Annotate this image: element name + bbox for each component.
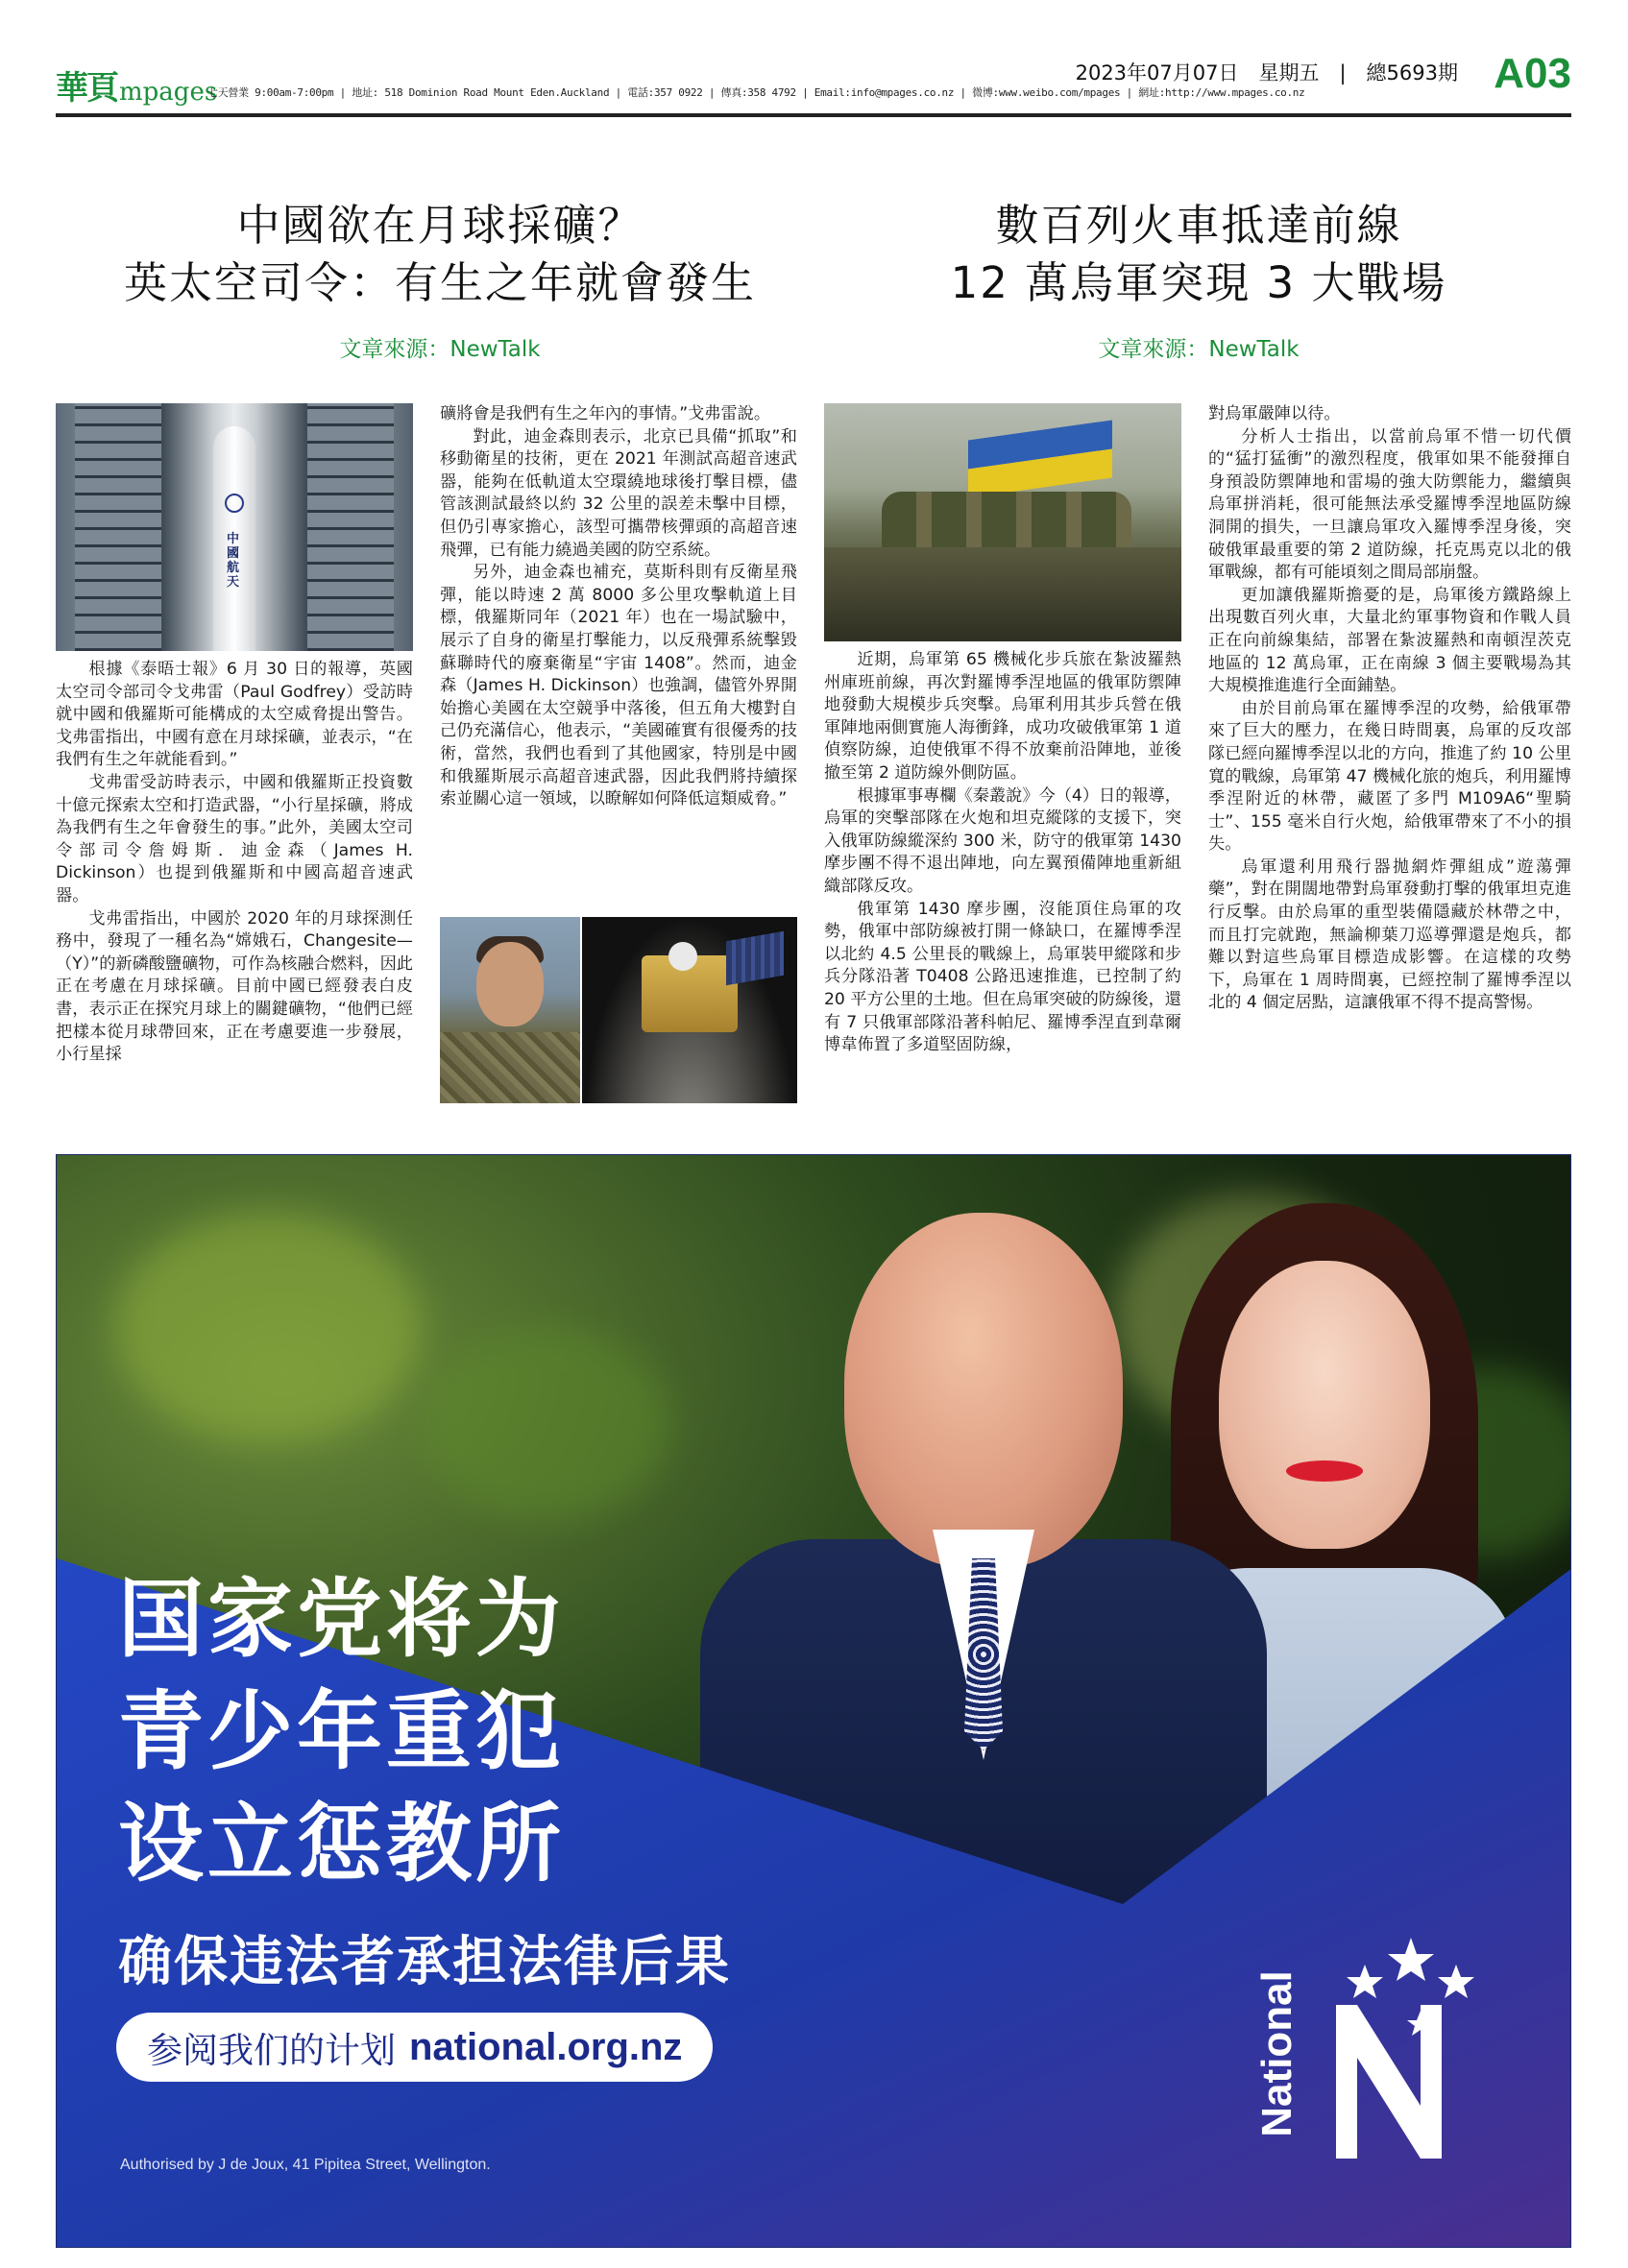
- solar-panel: [726, 931, 784, 986]
- rocket-lettering: 中國航天: [227, 532, 240, 590]
- headline-ukraine-front: [824, 197, 1573, 312]
- article-paragraph: 近期，烏軍第 65 機械化步兵旅在紮波羅熱州庫班前線，再次對羅博季涅地區的俄軍防禦陣地發動大規模步兵突擊。烏軍利用其步兵營在俄軍陣地兩側實施人海衝鋒，成功攻破俄軍第 1 道偵察防線，迫使俄軍不得不放棄前沿陣地，並後撤至第 2 道防線外側防區。: [824, 650, 1181, 783]
- headline-moon-mining: [56, 197, 824, 312]
- portrait-uniform: [440, 1032, 580, 1103]
- article-paragraph: 對此，迪金森則表示，北京已具備“抓取”和移動衛星的技術，更在 2021 年測試高超音速武器，能夠在低軌道太空環繞地球後打擊目標，儘管該測試最終以約 32 公里的誤差未擊中目標，但仍引專家擔心，該型可攜帶核彈頭的高超音速飛彈，已有能力繞過美國的防空系統。: [440, 426, 797, 560]
- logo-english: mpages: [119, 78, 218, 107]
- headline-line-1: 中國欲在月球採礦？: [236, 200, 644, 251]
- article-column: [824, 649, 1181, 1114]
- national-party-logo: [1250, 1938, 1480, 2159]
- rocket-body: [213, 426, 255, 651]
- headline-line-1: 數百列火車抵達前線: [995, 200, 1402, 251]
- article-paragraph: 戈弗雷受訪時表示，中國和俄羅斯正投資數十億元探索太空和打造武器，“小行星採礦，將成為我們有生之年會發生的事。”此外，美國太空司令部司令詹姆斯．迪金森（James H. Dickinson）也提到俄羅斯和中國高超音速武器。: [56, 772, 413, 905]
- contact-info: 七天營業 9:00am-7:00pm | 地址: 518 Dominion Road Mount Eden.Auckland | 電話:357 0922 | 傳真:358 4792 | Email:info@mpages.co.nz | 微博:www.weibo.com/mpages | 網址:http://www.mpages.co.nz: [207, 86, 1305, 99]
- ukraine-flag: [968, 420, 1112, 497]
- ad-headline-line: 青少年重犯: [118, 1681, 565, 1781]
- article-column: [440, 403, 797, 903]
- article-source: 文章來源：NewTalk: [1098, 337, 1300, 362]
- masthead-divider: [56, 113, 1571, 117]
- article-column: [1208, 403, 1571, 1114]
- article-source: 文章來源：NewTalk: [339, 337, 541, 362]
- headline-line-2: 12 萬烏軍突現 3 大戰場: [950, 257, 1447, 308]
- article-column: [56, 659, 413, 1114]
- issue-date: 2023年07月07日 星期五 | 總5693期: [1075, 61, 1458, 84]
- launch-tower-right: [307, 403, 394, 651]
- antenna-dish: [668, 942, 697, 971]
- article-paragraph: 另外，迪金森也補充，莫斯科則有反衛星飛彈，能以時速 2 萬 8000 多公里攻擊軌道上目標，俄羅斯同年（2021 年）也在一場試驗中，展示了自身的衛星打擊能力，以反飛彈系統擊毀蘇聯時代的廢棄衛星“宇宙 1408”。然而，迪金森（James H. Dickinson）也強調，儘管外界開始擔心美國在太空競爭中落後，但五角大樓對自己仍充滿信心，他表示，“美國確實有很優秀的技術，當然，我們也看到了其他國家，特別是中國和俄羅斯展示高超音速武器，因此我們將持續探索並關心這一領域，以瞭解如何降低這類威脅。”: [440, 563, 797, 809]
- general-portrait-photo: [440, 917, 580, 1103]
- portrait-face: [476, 942, 544, 1026]
- article-paragraph: 由於目前烏軍在羅博季涅的攻勢，給俄軍帶來了巨大的壓力，在幾日時間裏，烏軍的反攻部隊已經向羅博季涅以北的方向，推進了約 10 公里寬的戰線，烏軍第 47 機械化旅的炮兵，利用羅博季涅附近的林帶，藏匿了多門 M109A6“聖騎士”、155 毫米自行火炮，給俄軍帶來了不小的損失。: [1208, 698, 1571, 855]
- armored-vehicle: [824, 547, 1181, 641]
- page-number: A03: [1494, 50, 1571, 97]
- ad-link-prefix: 参阅我们的计划: [147, 2030, 396, 2071]
- article-paragraph: 分析人士指出，以當前烏軍不惜一切代價的“猛打猛衝”的激烈程度，俄軍如果不能發揮自身預設防禦陣地和雷場的強大防禦能力，繼續與烏軍拼消耗，很可能無法承受羅博季涅地區防線洞開的損失，一旦讓烏軍攻入羅博季涅身後，突破俄軍最重要的第 2 道防線，托克馬克以北的俄軍戰線，都有可能頃刻之間局部崩盤。: [1208, 426, 1571, 583]
- national-party-advertisement[interactable]: [56, 1154, 1571, 2248]
- stars-n-icon: [1298, 1938, 1480, 2159]
- article-paragraph: 根據《泰晤士報》6 月 30 日的報導，英國太空司令部司令戈弗雷（Paul Godfrey）受訪時就中國和俄羅斯可能構成的太空威脅提出警告。戈弗雷指出，中國有意在月球採礦，並表示，“在我們有生之年就能看到。”: [56, 660, 413, 770]
- ad-subheadline: 确保违法者承担法律后果: [118, 1931, 731, 1993]
- headline-line-2: 英太空司令：有生之年就會發生: [123, 257, 756, 308]
- ad-headline: [118, 1563, 790, 1900]
- rocket-launch-photo: [56, 403, 413, 651]
- article-paragraph: 俄軍第 1430 摩步團，沒能頂住烏軍的攻勢，俄軍中部防線被打開一條缺口，在羅博季涅以北約 4.5 公里長的戰線上，烏軍裝甲縱隊和步兵分隊沿著 T0408 公路迅速推進，已控制了約 20 平方公里的土地。但在烏軍突破的防線後，還有 7 只俄軍部隊沿著科帕尼、羅博季涅直到韋爾博韋佈置了多道堅固防線，: [824, 899, 1181, 1055]
- ad-website-link[interactable]: [116, 2013, 713, 2082]
- newspaper-logo[interactable]: [56, 61, 217, 109]
- masthead: [56, 50, 1571, 117]
- ad-authorisation: Authorised by J de Joux, 41 Pipitea Street, Wellington.: [120, 2157, 491, 2173]
- logo-wordmark: National: [1253, 1970, 1300, 2137]
- logo-chinese: 華頁: [56, 69, 117, 108]
- article-paragraph: 礦將會是我們有生之年內的事情。”戈弗雷說。: [440, 404, 771, 423]
- launch-tower-left: [75, 403, 161, 651]
- cnsa-emblem-icon: [225, 494, 244, 513]
- article-paragraph: 更加讓俄羅斯擔憂的是，烏軍後方鐵路線上出現數百列火車，大量北約軍事物資和作戰人員正在向前線集結，部署在紮波羅熱和南頓涅茨克地區的 12 萬烏軍，正在南線 3 個主要戰場為其大規模推進進行全面鋪墊。: [1208, 585, 1571, 696]
- article-paragraph: 對烏軍嚴陣以待。: [1208, 404, 1341, 423]
- ad-headline-line: 国家党将为: [118, 1569, 565, 1669]
- article-paragraph: 根據軍事專欄《秦叢說》今（4）日的報導，烏軍的突擊部隊在火炮和坦克縱隊的支援下，突入俄軍防線縱深約 300 米，防守的俄軍第 1430 摩步團不得不退出陣地，向左翼預備陣地重新組織部隊反攻。: [824, 785, 1181, 896]
- ad-link-url[interactable]: national.org.nz: [409, 2025, 683, 2068]
- article-paragraph: 戈弗雷指出，中國於 2020 年的月球探測任務中，發現了一種名為“嫦娥石，Changesite—（Y）”的新磷酸鹽礦物，可作為核融合燃料，因此正在考慮在月球採礦。目前中國已經發表白皮書，表示正在探究月球上的關鍵礦物，“他們已經把樣本從月球帶回來，正在考慮要進一步發展，小行星採: [56, 908, 413, 1065]
- ad-headline-line: 设立惩教所: [118, 1794, 565, 1894]
- lunar-lander-photo: [582, 917, 797, 1103]
- soldiers-on-tank-photo: [824, 403, 1181, 641]
- article-paragraph: 烏軍還利用飛行器拋網炸彈組成”遊蕩彈藥”，對在開闊地帶對烏軍發動打擊的俄軍坦克進行反擊。由於烏軍的重型裝備隱藏於林帶之中，而且打完就跑，無論柳葉刀巡導彈還是炮兵，都難以對這些烏軍目標造成影響。在這樣的攻勢下，烏軍在 1 周時間裏，已經控制了羅博季涅以北的 4 個定居點，這讓俄軍不得不提高警惕。: [1208, 857, 1571, 1013]
